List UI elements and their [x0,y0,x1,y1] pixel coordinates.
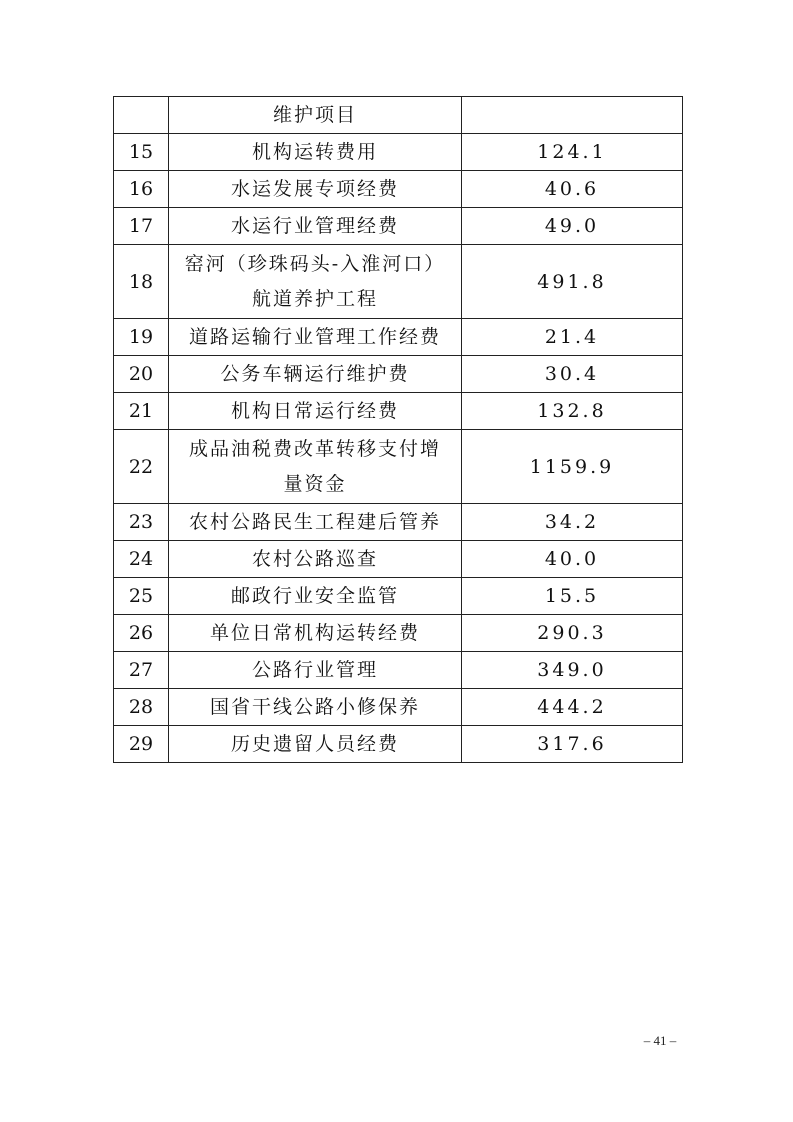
item-name-line: 量资金 [283,472,347,495]
amount-cell: 1159.9 [462,430,683,504]
table-row [114,504,683,541]
item-name-line: 机构运转费用 [251,140,378,163]
row-number-cell: 25 [114,578,169,615]
budget-table [113,96,683,763]
table-row [114,319,683,356]
item-name-line: 国省干线公路小修保养 [209,695,420,718]
table-row [114,356,683,393]
amount-cell: 132.8 [462,393,683,430]
item-name-cell [169,97,462,134]
page-number: – 41 – [643,1033,677,1048]
table-row [114,615,683,652]
item-name-cell [169,208,462,245]
row-number-cell: 26 [114,615,169,652]
item-name-cell [169,245,462,319]
item-name-line: 机构日常运行经费 [230,399,399,422]
table-row [114,97,683,134]
budget-table-body [114,97,683,763]
table-row [114,171,683,208]
item-name-line: 公务车辆运行维护费 [220,362,410,385]
row-number-cell: 27 [114,652,169,689]
amount-cell: 34.2 [462,504,683,541]
table-row [114,689,683,726]
amount-cell: 40.0 [462,541,683,578]
item-name-cell [169,541,462,578]
amount-cell: 349.0 [462,652,683,689]
item-name-line: 邮政行业安全监管 [230,584,399,607]
item-name-line: 道路运输行业管理工作经费 [188,325,441,348]
table-row [114,245,683,319]
table-row [114,726,683,763]
table-row [114,652,683,689]
row-number-cell: 29 [114,726,169,763]
item-name-cell [169,393,462,430]
row-number-cell: 24 [114,541,169,578]
item-name-line: 成品油税费改革转移支付增 [188,437,441,460]
item-name-line: 水运行业管理经费 [230,214,399,237]
table-row [114,541,683,578]
row-number-cell: 18 [114,245,169,319]
item-name-line: 公路行业管理 [251,658,378,681]
row-number-cell: 16 [114,171,169,208]
row-number-cell: 28 [114,689,169,726]
amount-cell: 30.4 [462,356,683,393]
amount-cell: 21.4 [462,319,683,356]
amount-cell [462,97,683,134]
row-number-cell: 22 [114,430,169,504]
table-row [114,208,683,245]
amount-cell: 15.5 [462,578,683,615]
row-number-cell: 21 [114,393,169,430]
row-number-cell: 20 [114,356,169,393]
item-name-line: 单位日常机构运转经费 [209,621,420,644]
item-name-cell [169,504,462,541]
amount-cell: 40.6 [462,171,683,208]
item-name-line: 维护项目 [272,103,357,126]
item-name-cell [169,430,462,504]
row-number-cell: 23 [114,504,169,541]
table-row [114,578,683,615]
row-number-cell [114,97,169,134]
table-row [114,393,683,430]
item-name-cell [169,726,462,763]
item-name-line: 航道养护工程 [251,287,378,310]
item-name-cell [169,578,462,615]
item-name-cell [169,615,462,652]
item-name-line: 历史遗留人员经费 [230,732,399,755]
item-name-line: 农村公路巡查 [251,547,378,570]
table-row [114,134,683,171]
amount-cell: 444.2 [462,689,683,726]
row-number-cell: 17 [114,208,169,245]
item-name-line: 农村公路民生工程建后管养 [188,510,441,533]
amount-cell: 290.3 [462,615,683,652]
amount-cell: 124.1 [462,134,683,171]
item-name-cell [169,171,462,208]
amount-cell: 317.6 [462,726,683,763]
item-name-cell [169,689,462,726]
row-number-cell: 15 [114,134,169,171]
item-name-cell [169,134,462,171]
amount-cell: 491.8 [462,245,683,319]
item-name-line: 水运发展专项经费 [230,177,399,200]
item-name-cell [169,319,462,356]
item-name-cell [169,356,462,393]
item-name-cell [169,652,462,689]
row-number-cell: 19 [114,319,169,356]
item-name-line: 窑河（珍珠码头-入淮河口） [184,252,446,275]
amount-cell: 49.0 [462,208,683,245]
table-row [114,430,683,504]
